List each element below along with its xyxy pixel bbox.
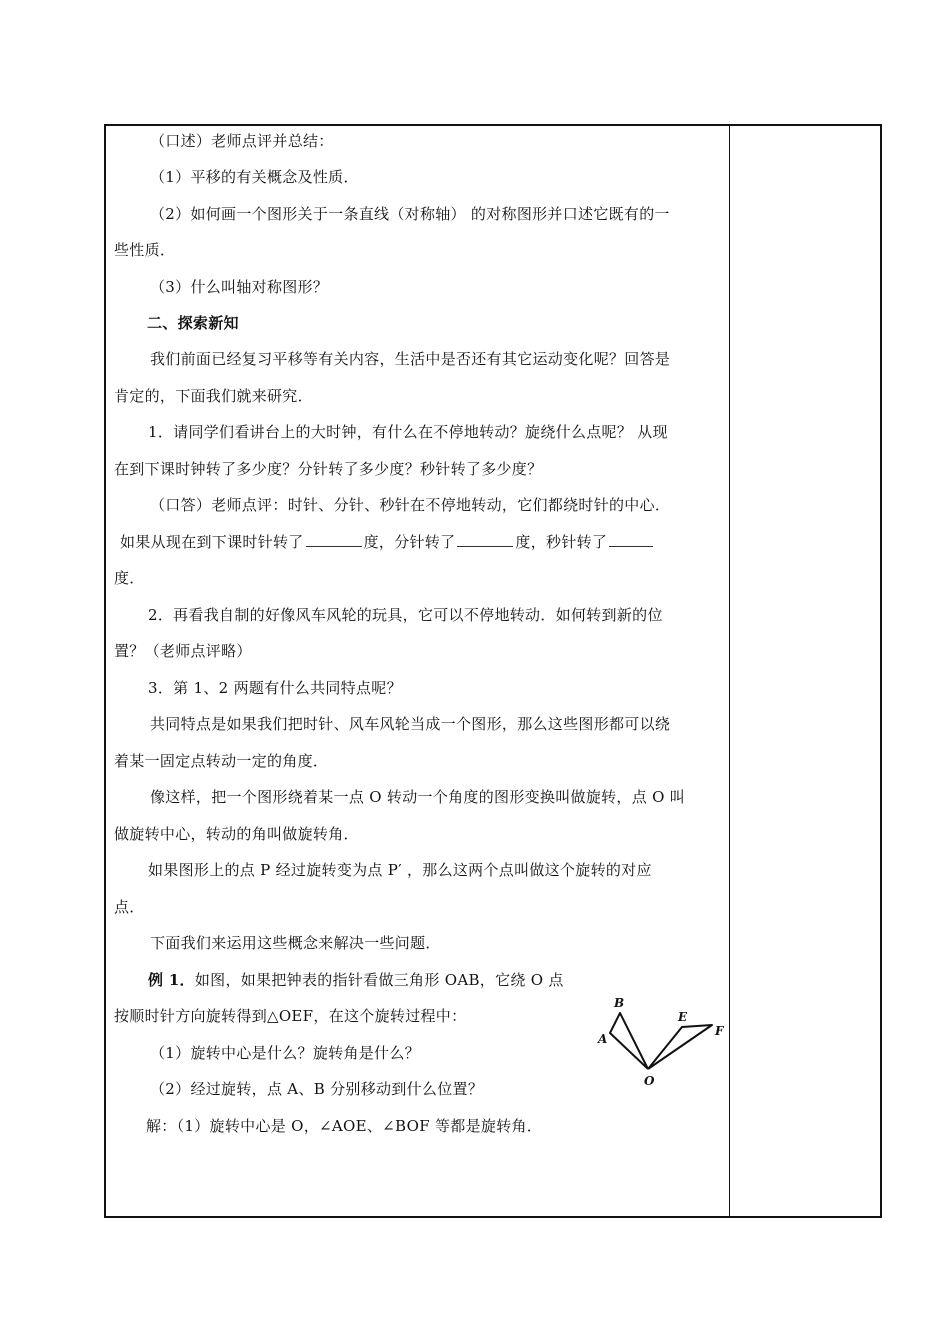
- summary-item-1: （1）平移的有关概念及性质．: [150, 168, 359, 186]
- paragraph-line: 下面我们来运用这些概念来解决一些问题．: [150, 934, 441, 952]
- label-e: E: [678, 1010, 688, 1024]
- summary-item-2: （2）如何画一个图形关于一条直线（对称轴） 的对称图形并口述它既有的一: [150, 205, 670, 223]
- answer-blank: [609, 532, 653, 547]
- label-b: B: [614, 996, 625, 1010]
- blank-text: 如果从现在到下课时针转了: [120, 533, 304, 551]
- teacher-summary-heading: （口述）老师点评并总结：: [150, 132, 334, 150]
- triangle-oef: [648, 1025, 712, 1069]
- paragraph-line: 肯定的，下面我们就来研究．: [114, 387, 313, 405]
- answer-blank: [306, 532, 362, 547]
- section-heading: 二、探索新知: [147, 314, 239, 332]
- blank-text: 度，分针转了: [363, 533, 456, 551]
- paragraph-line: 着某一固定点转动一定的角度．: [114, 752, 329, 770]
- question-3: 3．第 1、2 两题有什么共同特点呢？: [148, 679, 402, 697]
- answer-blank: [457, 532, 513, 547]
- blank-text: 度，秒针转了: [515, 533, 608, 551]
- example-1-cont: 按顺时针方向旋转得到△OEF，在这个旋转过程中：: [114, 1007, 467, 1025]
- example-1: [148, 970, 564, 990]
- summary-item-2-cont: 些性质．: [114, 241, 176, 259]
- triangle-oab: [610, 1013, 648, 1069]
- definition-line: 如果图形上的点 P 经过旋转变为点 P′ ，那么这两个点叫做这个旋转的对应: [148, 861, 652, 879]
- example-question-2: （2）经过旋转，点 A、B 分别移动到什么位置？: [150, 1080, 484, 1098]
- fill-in-blank-end: 度．: [114, 569, 145, 587]
- rotation-figure: [592, 983, 742, 1093]
- teacher-comment: （口答）老师点评：时针、分针、秒针在不停地转动，它们都绕时针的中心．: [150, 496, 671, 514]
- question-2-cont: 置？（老师点评略）: [114, 642, 252, 660]
- example-label: 例 1．: [148, 971, 195, 989]
- solution-line: 解：（1）旋转中心是 O，∠AOE、∠BOF 等都是旋转角．: [146, 1117, 543, 1135]
- paragraph-line: 我们前面已经复习平移等有关内容，生活中是否还有其它运动变化呢？回答是: [150, 350, 671, 368]
- question-1-cont: 在到下课时钟转了多少度？分针转了多少度？秒针转了多少度？: [114, 460, 543, 478]
- definition-line: 做旋转中心，转动的角叫做旋转角．: [114, 825, 359, 843]
- label-a: A: [598, 1032, 608, 1046]
- definition-line: 像这样，把一个图形绕着某一点 O 转动一个角度的图形变换叫做旋转，点 O 叫: [150, 788, 686, 806]
- label-f: F: [715, 1024, 724, 1038]
- example-question-1: （1）旋转中心是什么？旋转角是什么？: [150, 1044, 420, 1062]
- question-2: 2．再看我自制的好像风车风轮的玩具，它可以不停地转动．如何转到新的位: [148, 606, 663, 624]
- definition-line: 点．: [114, 898, 145, 916]
- label-o: O: [644, 1074, 655, 1088]
- summary-item-3: （3）什么叫轴对称图形？: [150, 278, 329, 296]
- question-1: 1．请同学们看讲台上的大时钟，有什么在不停地转动？旋绕什么点呢？ 从现: [148, 423, 668, 441]
- paragraph-line: 共同特点是如果我们把时针、风车风轮当成一个图形，那么这些图形都可以绕: [150, 715, 671, 733]
- example-text: 如图，如果把钟表的指针看做三角形 OAB，它绕 O 点: [194, 971, 564, 989]
- fill-in-blank-line: [120, 532, 655, 552]
